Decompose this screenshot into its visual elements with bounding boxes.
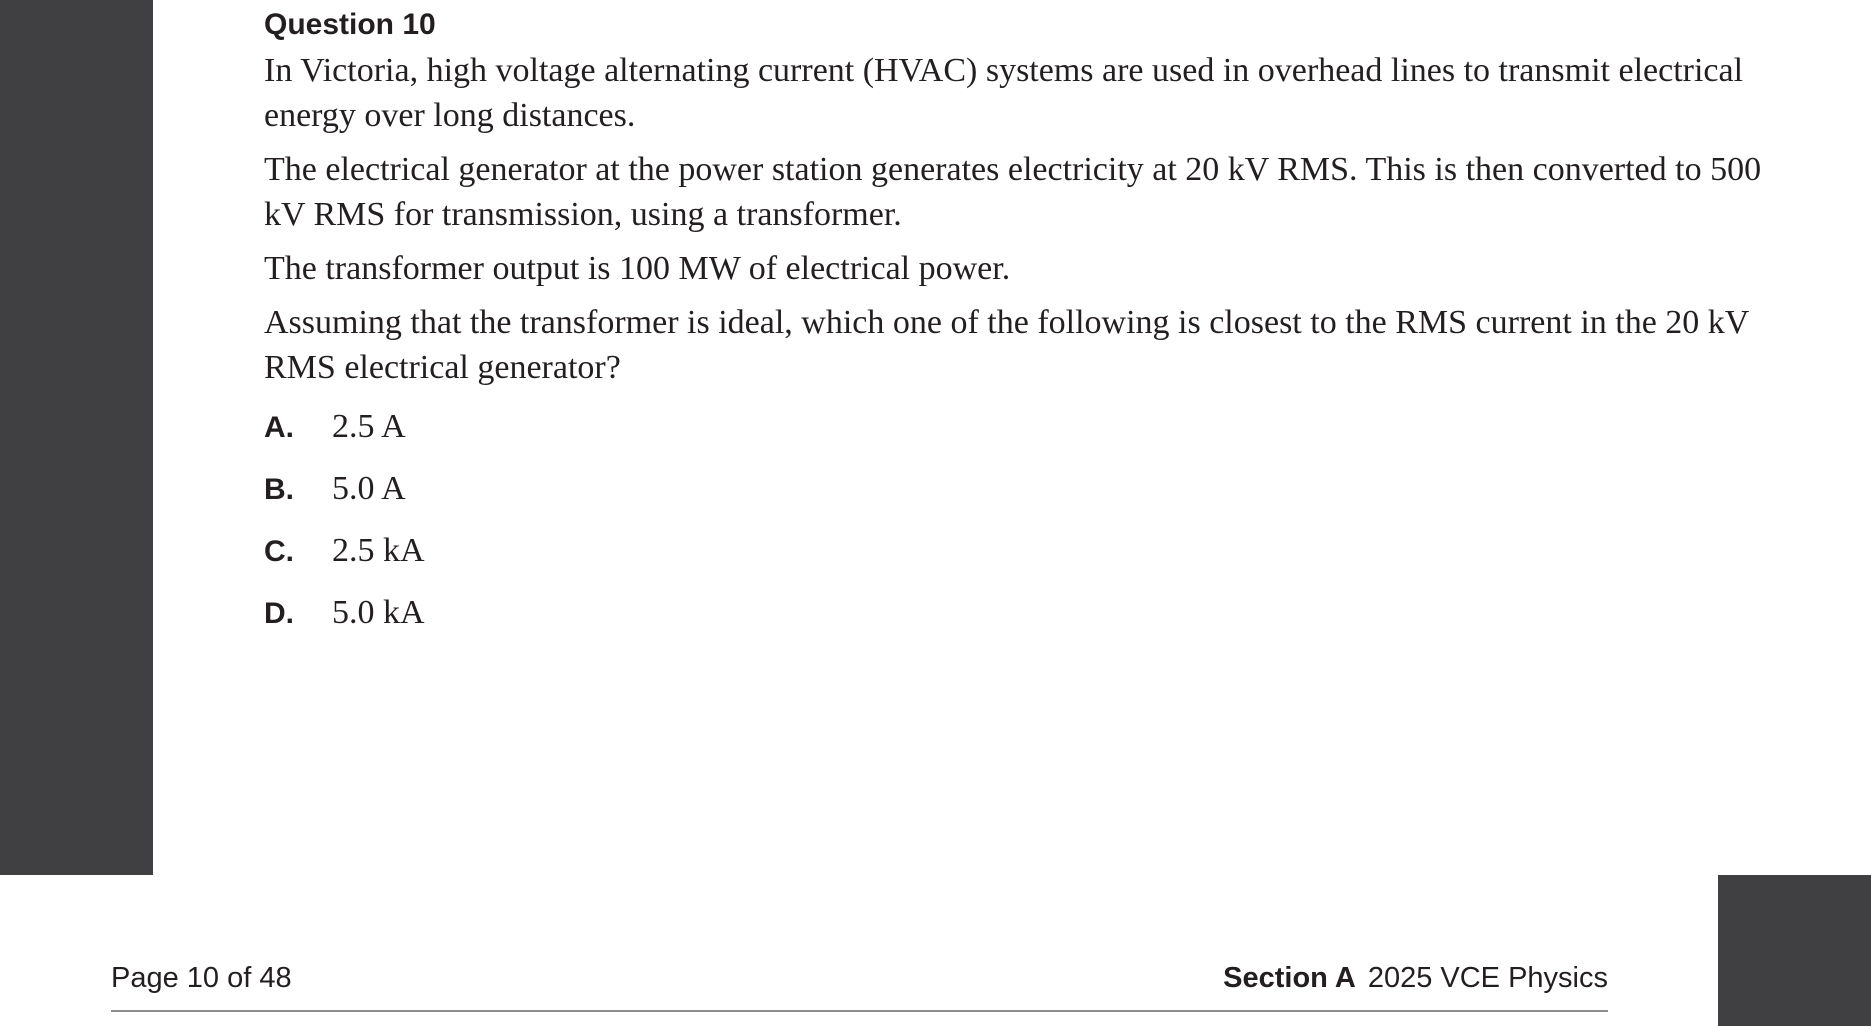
question-title: Question 10 [264, 8, 436, 41]
answer-options [264, 408, 1764, 656]
question-content [264, 0, 1764, 656]
option-text: 5.0 kA [332, 594, 425, 631]
answer-option-a[interactable] [264, 408, 1764, 470]
question-paragraph: In Victoria, high voltage alternating current (HVAC) systems are used in overhead lines to transmit electrical energy over long distances. [264, 52, 1744, 134]
question-prompt: Assuming that the transformer is ideal, which one of the following is closest to the RMS current in the 20 kV RMS electrical generator? [264, 304, 1749, 386]
option-text: 2.5 kA [332, 532, 425, 569]
exam-title: 2025 VCE Physics [1367, 962, 1608, 994]
question-paragraph: The transformer output is 100 MW of electrical power. [264, 250, 1011, 287]
answer-option-c[interactable] [264, 532, 1764, 594]
option-text: 5.0 A [332, 470, 406, 507]
answer-option-b[interactable] [264, 470, 1764, 532]
left-margin-bar [0, 0, 153, 875]
option-letter: B. [264, 473, 294, 506]
footer-section-info [1223, 962, 1608, 995]
answer-option-d[interactable] [264, 594, 1764, 656]
option-letter: A. [264, 411, 294, 444]
right-margin-bar [1718, 875, 1871, 1026]
option-text: 2.5 A [332, 408, 406, 445]
option-letter: C. [264, 535, 294, 568]
page-footer [111, 958, 1608, 1012]
section-label: Section A [1223, 962, 1356, 994]
option-letter: D. [264, 597, 294, 630]
question-paragraph: The electrical generator at the power station generates electricity at 20 kV RMS. This is then converted to 500 kV RMS for transmission, using a transformer. [264, 151, 1762, 233]
page-number: Page 10 of 48 [111, 962, 292, 994]
